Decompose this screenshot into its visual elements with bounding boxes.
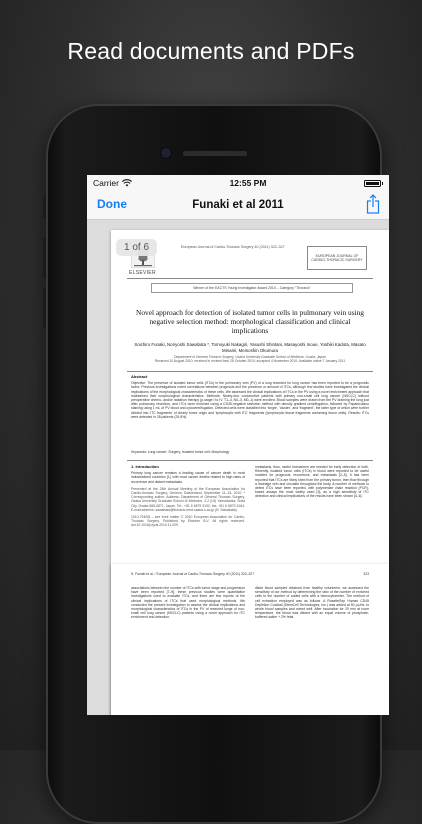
journal-logo: EUROPEAN JOURNAL OF CARDIO-THORACIC SURGERY	[307, 246, 367, 270]
paper-authors: Soichiro Funaki, Noriyoshi Sawabata *, Tomoyuki Nakagiri, Yasushi Shintani, Masayoshi Inoue, Yoshiki Kadota, Masato Minami, Meinoshin Okumura	[134, 342, 366, 353]
share-icon[interactable]	[365, 194, 381, 214]
received-line: Received 10 August 2010; received in revised form 28 October 2010; accepted 4 November 2010; Available online 7 January 2011	[154, 359, 346, 364]
volume-down-button	[43, 288, 46, 328]
page2-number: 323	[363, 572, 369, 576]
page2-running-head: S. Funaki et al. / European Journal of Cardio-Thoracic Surgery 40 (2011) 322–327	[131, 572, 255, 576]
right-column	[255, 465, 369, 528]
document-title: Funaki et al 2011	[192, 199, 284, 211]
paper-title: Novel approach for detection of isolated tumor cells in pulmonary vein using negative selection method: morphological classification and clinical implications	[135, 308, 365, 335]
header-rule	[127, 278, 373, 279]
phone-screen	[87, 175, 389, 715]
pdf-page-2	[111, 564, 389, 715]
intro-right-text: metastasis, thus, useful biomarkers are needed for early detection of both. Recently, isolated tumor cells (ITCs) in blood were reported to be useful markers for prognosis, recurrence, and metastasis [2–5]. It has been reported that ITCs are likely shed from the primary tumor, then flow through a drainage vein and circulate throughout the body. A number of methods to detect ITCs have been reported, with polymerase chain reaction (PCR)-based assays the most widely used [3], as a high sensitivity of ITC detection and clinical implications of the results have been shown [4–6].	[255, 465, 369, 499]
body-columns	[131, 465, 369, 528]
status-bar	[87, 175, 389, 191]
copyright-line: 1010-7940/$ – see front matter © 2010 European Association for Cardio-Thoracic Surgery. Published by Elsevier B.V. All rights reserved. doi:10.1016/j.ejcts.2010.11.029	[131, 515, 245, 528]
page2-header	[131, 572, 369, 576]
abstract-text: Objective: The presence of isolated tumor cells (ITCs) in the pulmonary vein (PV) of a lung resected for lung cancer has been reported to be a prognostic factor. Previous investigations noted correlations between prognosis and the presence or amount of ITCs, although few studies have investigated the clinical implications of the morphological characteristics of these cells. We assessed the clinical implications of ITCs in the PV using a novel enrichment approach that maintained their morphological characteristics. Methods: Ninety-four consecutive patients with primary non-small cell lung cancer (NSCLC) without preoperative chemo- and/or radiation therapy (p-stage I to IV, T1–4, N0–3, M0–1) were enrolled. Blood samples were drawn from the PV draining the lung just after pulmonary resection, and ITCs were enriched using a CD45-negative selection method with density gradient centrifugation, followed by Papanicolaou staining using 1 mL of PV blood and cytocentrifugation. Detected cells were classified into 'single', 'cluster', and 'fragment', the latter type of which were further divided into 'ITC fragments' of clearly tumor origin and 'lymphocytic with ITC' fragments (lymphocytic tissue fragments containing tumor cells). Results: ITCs were detected in 28 patients (29.8%).	[131, 381, 369, 419]
carrier-label: Carrier	[93, 178, 119, 188]
page-indicator: 1 of 6	[116, 239, 157, 256]
battery-icon	[364, 180, 383, 187]
abstract-block	[131, 375, 369, 419]
navigation-bar	[87, 191, 389, 220]
phone-frame	[46, 104, 382, 824]
abstract-rule-bottom	[127, 460, 373, 461]
done-button[interactable]: Done	[97, 197, 127, 211]
front-camera	[160, 147, 172, 159]
journal-header: European Journal of Cardio-Thoracic Surgery 40 (2011) 322–327	[181, 245, 285, 249]
abstract-heading: Abstract	[131, 374, 148, 379]
page2-right-column: dilute blood samples obtained from healthy volunteers, we assessed the sensitivity of our method by determining the ratio of the number of enriched cells to the number of added cells with a hemocytometer. The method of cell extraction employed was as follows. A RosetteSep Human CD45 Depletion Cocktail (StemCell Technologies, Inc.) was added at 50 μL/mL to whole blood samples and mixed well. After incubation for 20 min at room temperature, the blood was diluted with an equal volume of phosphate-buffered saline + 2% fetal	[255, 586, 369, 620]
wifi-icon	[122, 179, 132, 187]
keywords-line: Keywords: Lung cancer; Surgery; Isolated tumor cell; Morphology	[131, 450, 230, 454]
left-column	[131, 465, 245, 528]
page2-columns	[131, 586, 369, 620]
abstract-rule-top	[127, 371, 373, 372]
promo-headline: Read documents and PDFs	[67, 38, 355, 64]
intro-heading: 1. Introduction	[131, 464, 159, 469]
volume-up-button	[43, 238, 46, 278]
award-banner: Winner of the EACTS Young Investigator Award 2010 – Category "Thoracic"	[151, 283, 353, 293]
earpiece-speaker	[182, 150, 248, 157]
mute-switch	[43, 196, 46, 218]
status-time: 12:55 PM	[229, 178, 267, 188]
pdf-viewer[interactable]	[87, 220, 389, 715]
paper-affiliation	[133, 355, 367, 363]
publisher-name: ELSEVIER	[129, 270, 156, 276]
affiliation-line: Department of General Thoracic Surgery, Osaka University Graduate School of Medicine, Osaka, Japan	[174, 355, 326, 359]
page2-left-column: associations between the number of ITCs with tumor stage and progression have been reported [7–9]; these previous studies were quantitative investigations used to evaluate ITCs, and there are few reports of the clinical implications of ITCs that used morphological methods. We conducted the present investigation to assess the clinical implications and morphological characteristics of ITCs in the PV of resected lungs of non-small cell lung cancer (NSCLC) patients using a novel approach for ITC enrichment and detection.	[131, 586, 245, 620]
footnote: Presented at the 24th Annual Meeting of the European Association for Cardio-thoracic Surgery, Geneva, Switzerland, September 11–15, 2010. * Corresponding author. Address: Department of General Thoracic Surgery, Osaka University Graduate School of Medicine, 2-2 (L5) Yamadaoka, Suita City, Osaka 565-0871, Japan. Tel.: +81 6 6879 3152; fax: +81 6 6879 3164. E-mail address: sawabata@thoracic.med.osaka-u.ac.jp (N. Sawabata).	[131, 486, 245, 512]
intro-left-text: Primary lung cancer remains a leading cause of cancer death in most industrialized countries [1], with most cancer deaths related to high rates of recurrence and distant metastasis.	[131, 471, 245, 484]
